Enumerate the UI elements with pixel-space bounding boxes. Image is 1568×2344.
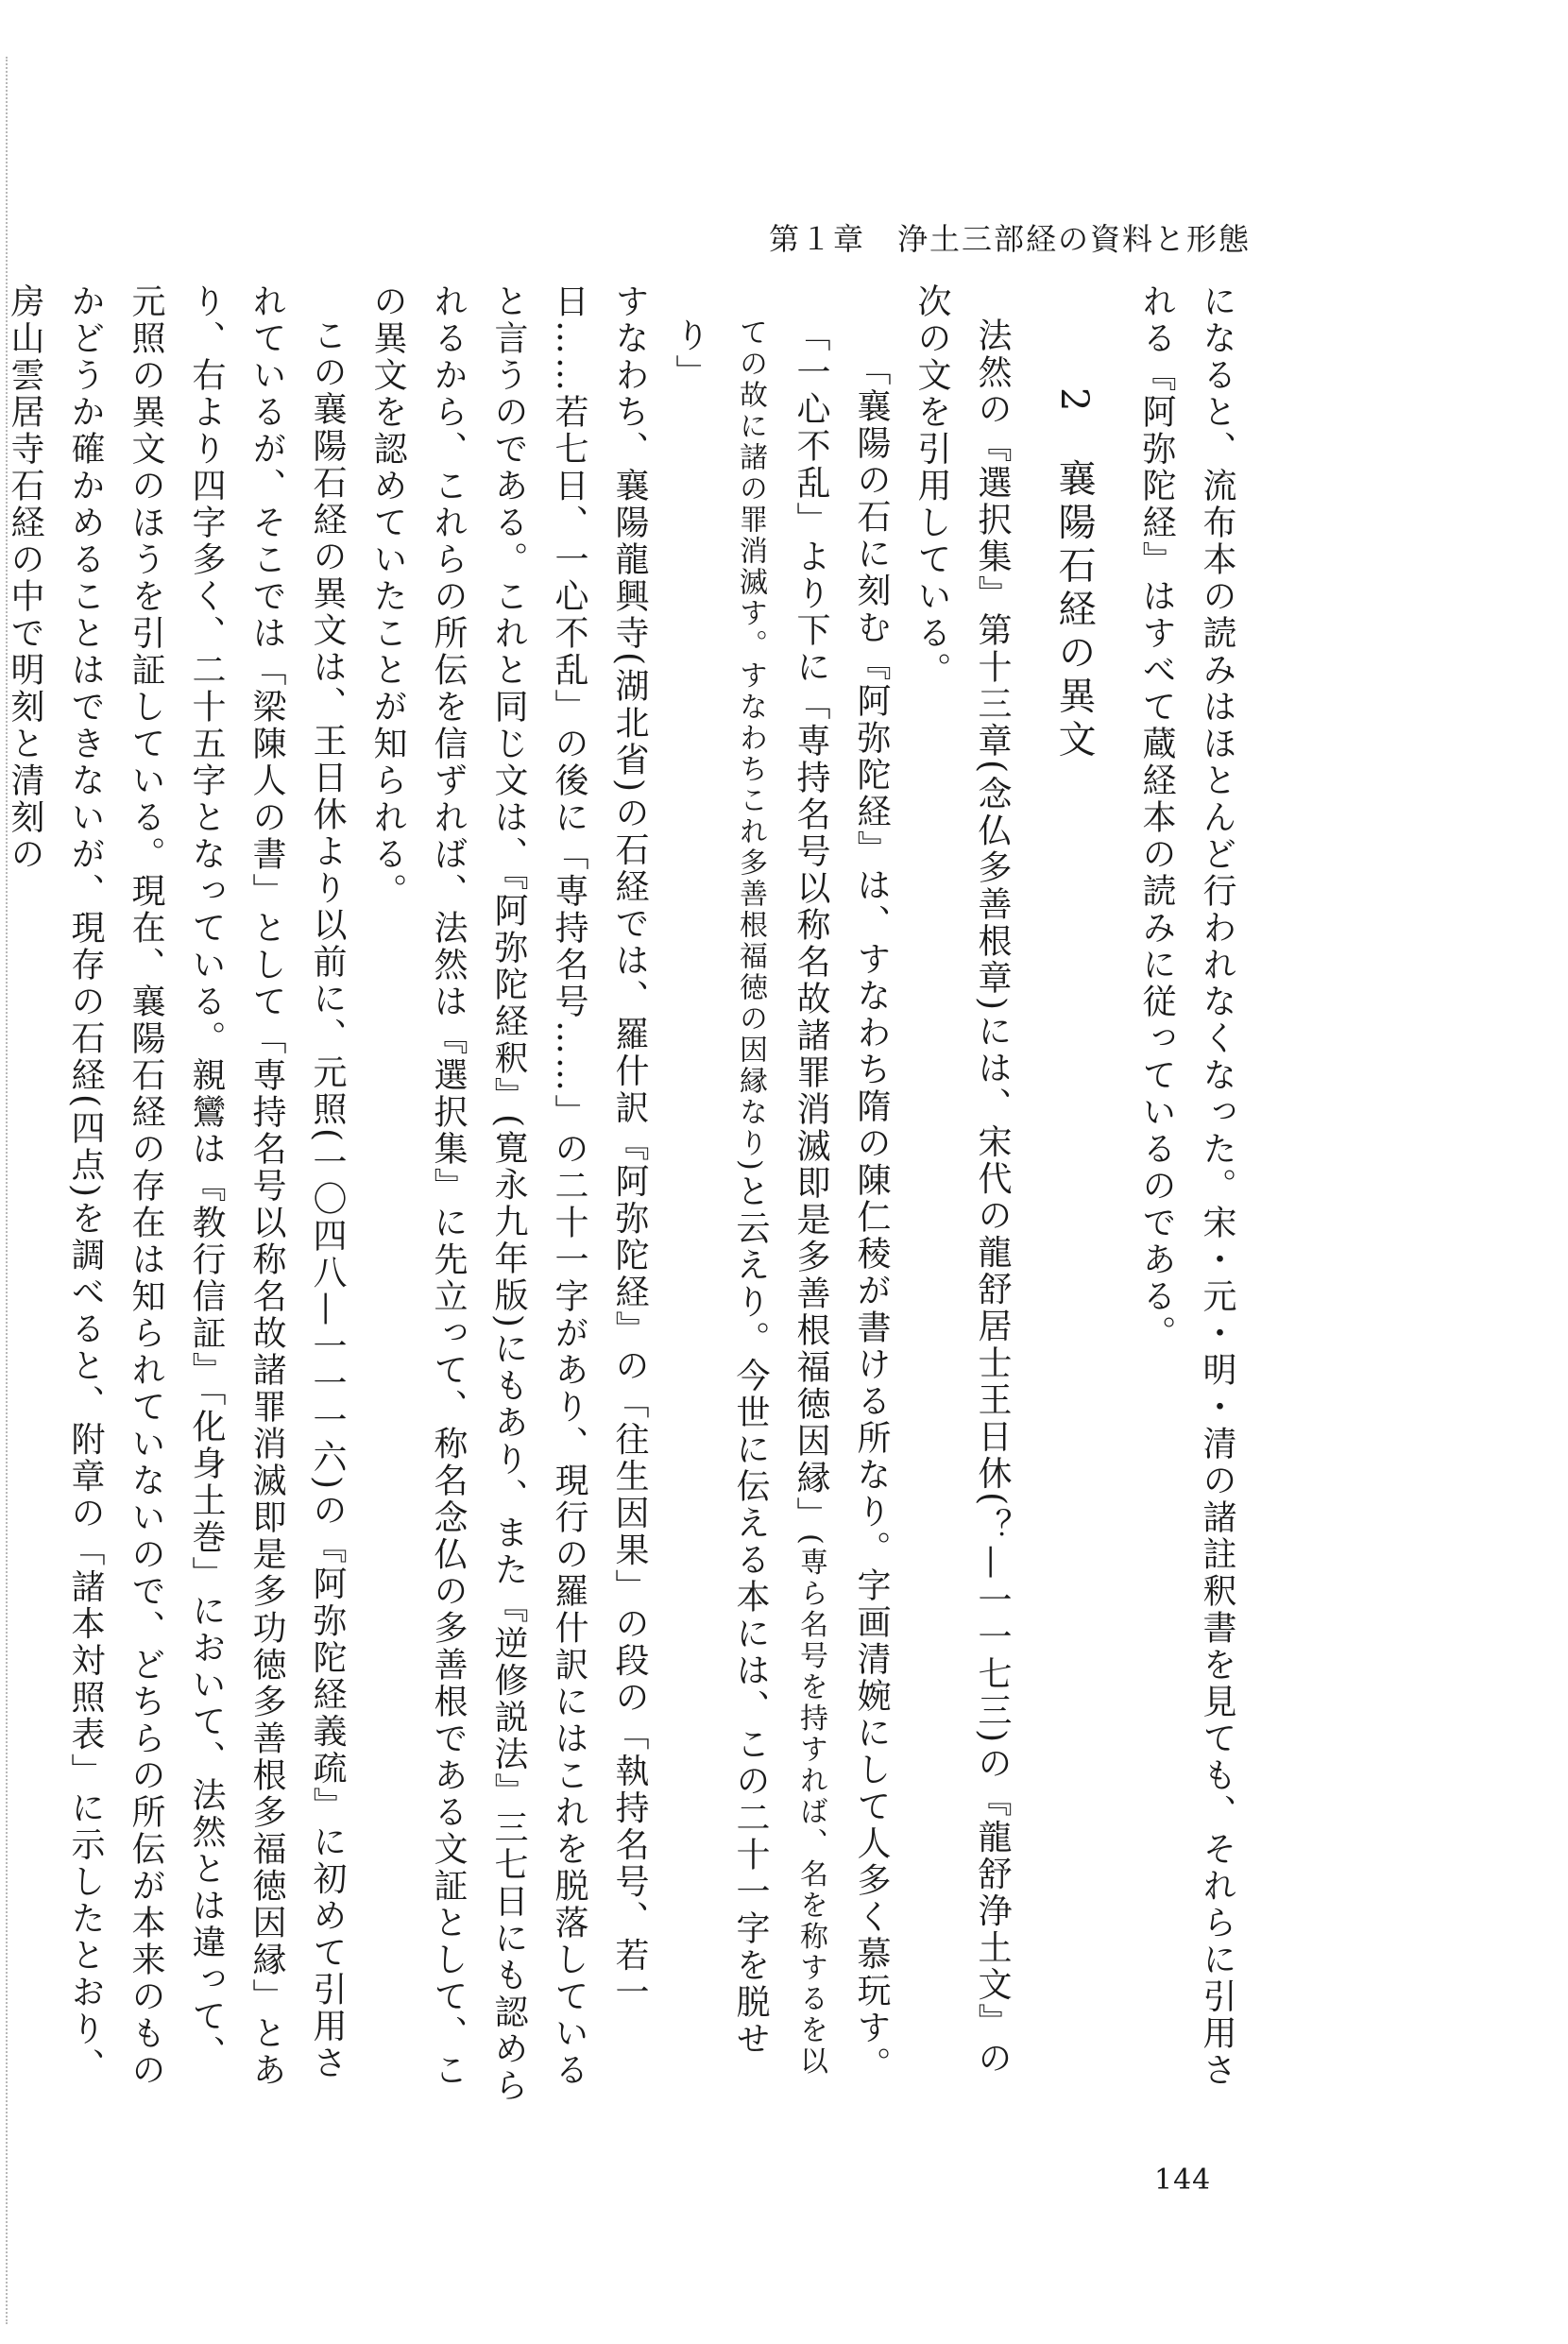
page-number: 144 (1154, 2164, 1212, 2197)
paragraph-joyo-stone-sutra: すなわち、襄陽龍興寺(湖北省)の石経では、羅什訳『阿弥陀経』の「往生因果」の段の「執持名号、若一日……若七日、一心不乱」の後に「専持名号……」の二十一字があり、現行の羅什訳にはこれを脱落していると言うのである。これと同じ文は、『阿弥陀経釈』(寛永九年版)にもあり、また『逆修説法』三七日にも認められるから、これらの所伝を信ずれば、法然は『選択集』に先立って、称名念仏の多善根である文証として、この異文を認めていたことが知られる。 (368, 283, 649, 2105)
quote-main-text: 「襄陽の石に刻む『阿弥陀経』は、すなわち隋の陳仁稜が書ける所なり。字画清婉にして人多く慕玩す。「一心不乱」より下に「専持名号以称名故諸罪消滅即是多善根福徳因縁」 (792, 317, 891, 2083)
paragraph-continuation: になると、流布本の読みはほとんど行われなくなった。宋・元・明・清の諸註釈書を見ても、それらに引用される『阿弥陀経』はすべて蔵経本の読みに従っているのである。 (1137, 283, 1236, 2089)
paragraph-variant-text: この襄陽石経の異文は、王日休より以前に、元照(一〇四八—一一一六)の『阿弥陀経義疏』に初めて引用されているが、そこでは「梁陳人の書」として「専持名号以称名故諸罪消滅即是多功徳多善根多福徳因縁」とあり、右より四字多く、二十五字となっている。親鸞は『教行信証』「化身土巻」において、法然とは違って、元照の異文のほうを引証している。現在、襄陽石経の存在は知られていないので、どちらの所伝が本来のものかどうか確かめることはできないが、現存の石経(四点)を調べると、附章の「諸本対照表」に示したとおり、房山雲居寺石経の中で明刻と清刻の (6, 283, 347, 2089)
block-quote-ryujo (659, 283, 901, 2107)
section-heading (1022, 283, 1126, 2107)
vertical-text-body (6, 283, 1247, 2107)
quote-tail-text: と云えり。今世に伝える本には、この二十一字を脱せり」 (671, 317, 770, 2058)
section-number: 2 (1052, 387, 1096, 418)
quote-reading-note: (専ら名号を持すれば、名を称するを以ての故に諸の罪消滅す。すなわちこれ多善根福徳の因縁なり) (734, 317, 827, 2078)
running-head: 第１章 浄土三部経の資料と形態 (768, 221, 1251, 257)
section-title: 襄陽石経の異文 (1052, 458, 1096, 763)
paragraph-senchakushu: 法然の『選択集』第十三章(念仏多善根章)には、宋代の龍舒居士王日休(？—一一七三)の『龍舒浄土文』の次の文を引用している。 (912, 283, 1012, 2078)
